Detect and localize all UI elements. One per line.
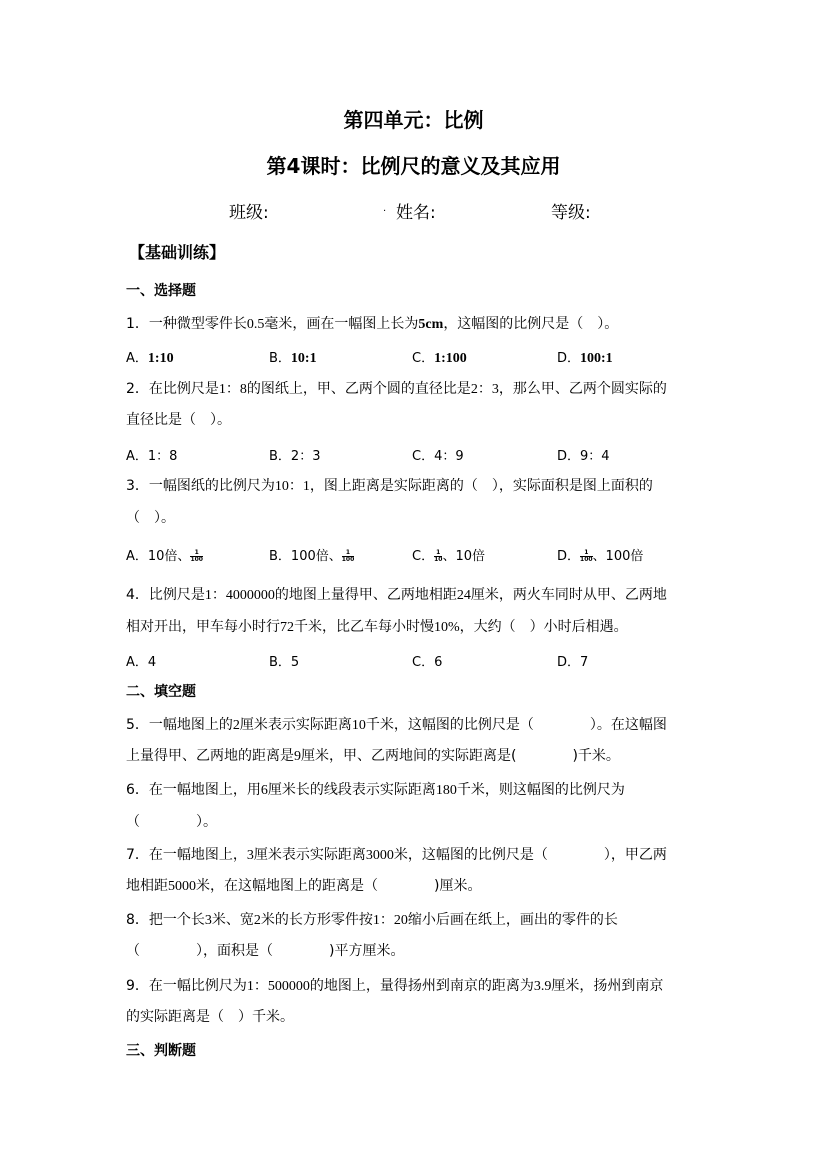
- question-6: 6．在一幅地图上，用6厘米长的线段表示实际距离180千米，则这幅图的比例尺为: [126, 782, 625, 798]
- q2-option-a[interactable]: A．1：8: [126, 449, 178, 464]
- q1-option-a[interactable]: A．1:10: [126, 351, 174, 366]
- question-4-line-2: 相对开出，甲车每小时行72千米，比乙车每小时慢10%，大约（ ）小时后相遇。: [126, 619, 628, 635]
- q3-option-c[interactable]: C． $\frac{1}{10}$ 、10倍: [412, 549, 485, 564]
- question-3: 3．一幅图纸的比例尺为10：1，图上距离是实际距离的（ ），实际面积是图上面积的: [126, 478, 653, 494]
- section-choice: 一、选择题: [126, 283, 196, 299]
- q3-option-a[interactable]: A．10倍、 $\frac{1}{100}$: [126, 549, 203, 564]
- q1-option-b[interactable]: B．10:1: [269, 351, 317, 366]
- question-7-line-2: 地相距5000米，在这幅地图上的距离是（ )厘米。: [126, 878, 482, 894]
- q2-option-c[interactable]: C．4：9: [412, 449, 464, 464]
- q4-option-b[interactable]: B．5: [269, 655, 300, 670]
- class-label: 班级:: [229, 203, 269, 223]
- q4-option-c[interactable]: C．6: [412, 655, 443, 670]
- q3-option-d[interactable]: D． $\frac{1}{100}$ 、100倍: [557, 549, 644, 564]
- page-subtitle: 第4课时：比例尺的意义及其应用: [266, 154, 561, 178]
- page-title: 第四单元：比例: [343, 108, 484, 132]
- dot-separator: .: [383, 203, 387, 214]
- question-2: 2．在比例尺是1：8的图纸上，甲、乙两个圆的直径比是2：3，那么甲、乙两个圆实际的: [126, 381, 667, 397]
- question-3-line-2: （ ）。: [126, 510, 175, 526]
- question-7: 7．在一幅地图上，3厘米表示实际距离3000米，这幅图的比例尺是（ ），甲乙两: [126, 847, 667, 863]
- section-judge: 三、判断题: [126, 1043, 196, 1059]
- fraction-1-10: $\frac{1}{10}$: [434, 549, 443, 563]
- question-8-line-2: （ ），面积是（ )平方厘米。: [126, 943, 405, 959]
- q4-option-d[interactable]: D．7: [557, 655, 589, 670]
- question-8: 8．把一个长3米、宽2米的长方形零件按1：20缩小后画在纸上，画出的零件的长: [126, 912, 618, 928]
- question-5-line-2: 上量得甲、乙两地的距离是9厘米，甲、乙两地间的实际距离是( )千米。: [126, 748, 620, 764]
- question-4: 4．比例尺是1：4000000的地图上量得甲、乙两地相距24厘米，两火车同时从甲、乙两地: [126, 587, 667, 603]
- question-9-line-2: 的实际距离是（ ）千米。: [126, 1009, 294, 1025]
- q1-option-c[interactable]: C．1:100: [412, 351, 467, 366]
- question-9: 9．在一幅比例尺为1：500000的地图上，量得扬州到南京的距离为3.9厘米，扬州到南京: [126, 978, 664, 994]
- q3-option-b[interactable]: B．100倍、 $\frac{1}{100}$: [269, 549, 355, 564]
- question-1: 1．一种微型零件长0.5毫米，画在一幅图上长为5cm，这幅图的比例尺是（ ）。: [126, 316, 619, 332]
- q2-option-b[interactable]: B．2：3: [269, 449, 321, 464]
- grade-label: 等级:: [551, 203, 591, 223]
- section-basic-training: 【基础训练】: [129, 243, 226, 262]
- fraction-1-100: $\frac{1}{100}$: [580, 549, 593, 563]
- q4-option-a[interactable]: A．4: [126, 655, 157, 670]
- question-2-line-2: 直径比是（ ）。: [126, 412, 231, 428]
- fraction-1-100: $\frac{1}{100}$: [341, 549, 355, 563]
- q2-option-d[interactable]: D．9：4: [557, 449, 610, 464]
- fraction-1-100: $\frac{1}{100}$: [190, 549, 203, 563]
- question-5: 5．一幅地图上的2厘米表示实际距离10千米，这幅图的比例尺是（ ）。在这幅图: [126, 717, 667, 733]
- section-fill: 二、填空题: [126, 684, 196, 700]
- question-6-line-2: （ ）。: [126, 814, 217, 830]
- name-label: 姓名:: [396, 203, 436, 223]
- q1-option-d[interactable]: D．100:1: [557, 351, 613, 366]
